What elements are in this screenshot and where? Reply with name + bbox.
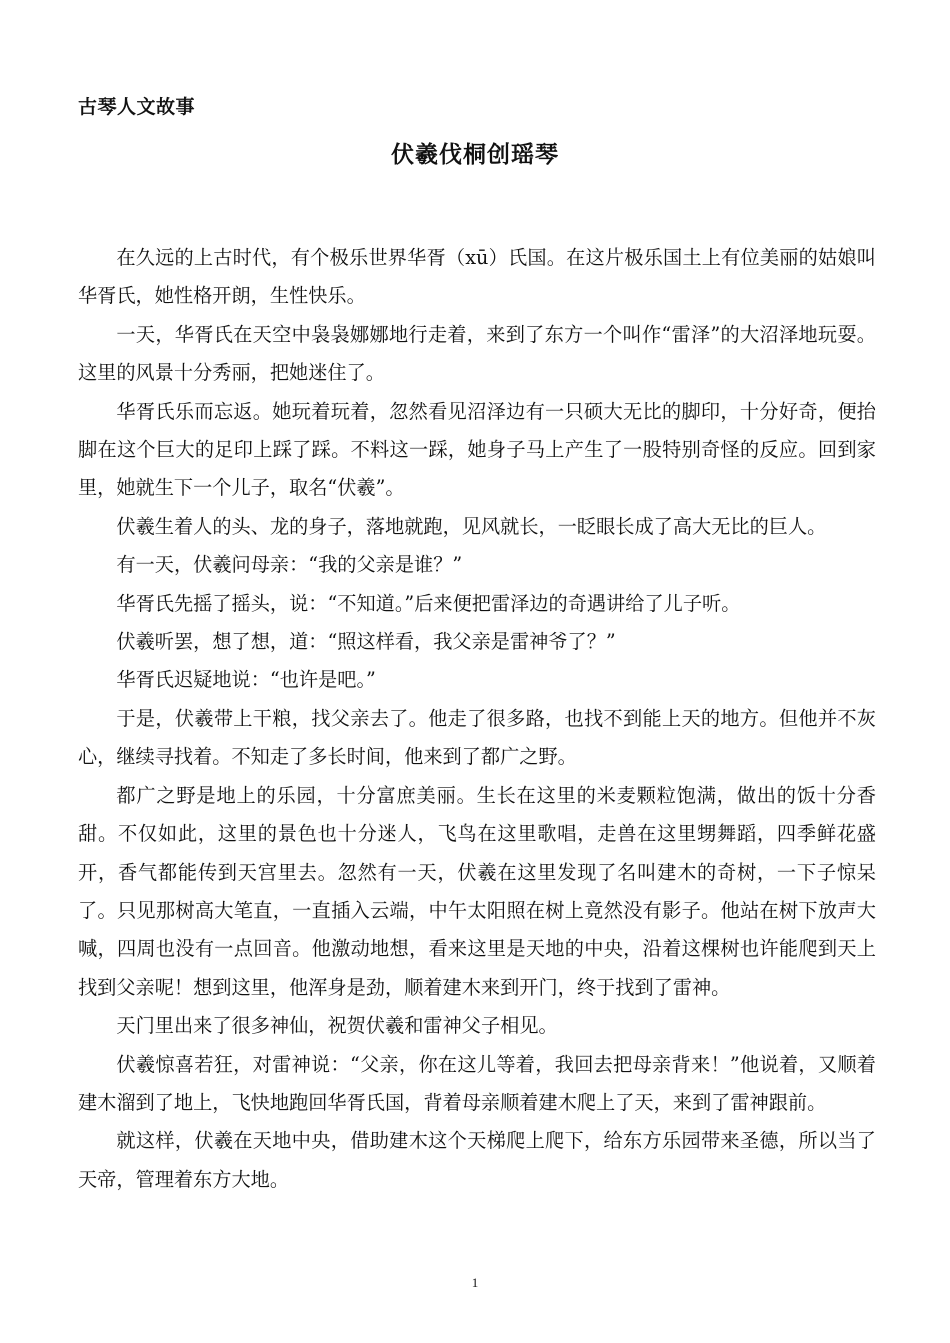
- paragraph: 伏羲听罢，想了想，道：“照这样看，我父亲是雷神爷了？”: [116, 630, 616, 654]
- paragraph: 有一天，伏羲问母亲：“我的父亲是谁？”: [116, 553, 463, 577]
- paragraph: 华胥氏乐而忘返。她玩着玩着，忽然看见沼泽边有一只硕大无比的脚印，十分好奇，便抬脚在这个巨大的足印上踩了踩。不料这一踩，她身子马上产生了一股特别奇怪的反应。回到家里，她就生下一个儿子，取名“伏羲”。: [78, 399, 876, 500]
- paragraph: 在久远的上古时代，有个极乐世界华胥（xū）氏国。在这片极乐国土上有位美丽的姑娘叫华胥氏，她性格开朗，生性快乐。: [78, 246, 876, 308]
- paragraph: 一天，华胥氏在天空中袅袅娜娜地行走着，来到了东方一个叫作“雷泽”的大沼泽地玩耍。这里的风景十分秀丽，把她迷住了。: [78, 322, 876, 385]
- page-number: 1: [471, 1275, 479, 1290]
- story-title: 伏羲伐桐创瑶琴: [391, 142, 559, 168]
- paragraph: 华胥氏先摇了摇头，说：“不知道。”后来便把雷泽边的奇遇讲给了儿子听。: [116, 591, 741, 615]
- paragraph: 华胥氏迟疑地说：“也许是吧。”: [116, 668, 376, 692]
- paragraph: 于是，伏羲带上干粮，找父亲去了。他走了很多路，也找不到能上天的地方。但他并不灰心，继续寻找着。不知走了多长时间，他来到了都广之野。: [78, 706, 876, 769]
- paragraph: 就这样，伏羲在天地中央，借助建木这个天梯爬上爬下，给东方乐园带来圣德，所以当了天帝，管理着东方大地。: [78, 1129, 876, 1191]
- paragraph: 天门里出来了很多神仙，祝贺伏羲和雷神父子相见。: [116, 1014, 558, 1038]
- paragraph: 都广之野是地上的乐园，十分富庶美丽。生长在这里的米麦颗粒饱满，做出的饭十分香甜。不仅如此，这里的景色也十分迷人，飞鸟在这里歌唱，走兽在这里甥舞蹈，四季鲜花盛开，香气都能传到天宫里去。忽然有一天，伏羲在这里发现了名叫建木的奇树，一下子惊呆了。只见那树高大笔直，一直插入云端，中午太阳照在树上竟然没有影子。他站在树下放声大喊，四周也没有一点回音。他激动地想，看来这里是天地的中央，沿着这棵树也许能爬到天上找到父亲呢！想到这里，他浑身是劲，顺着建木来到开门，终于找到了雷神。: [78, 783, 876, 999]
- category-heading: 古琴人文故事: [78, 96, 196, 118]
- paragraph: 伏羲生着人的头、龙的身子，落地就跑，见风就长，一眨眼长成了高大无比的巨人。: [116, 514, 827, 538]
- paragraph: 伏羲惊喜若狂，对雷神说：“父亲，你在这儿等着，我回去把母亲背来！”他说着，又顺着建木溜到了地上，飞快地跑回华胥氏国，背着母亲顺着建木爬上了天，来到了雷神跟前。: [78, 1052, 876, 1114]
- story-body: [78, 239, 876, 1199]
